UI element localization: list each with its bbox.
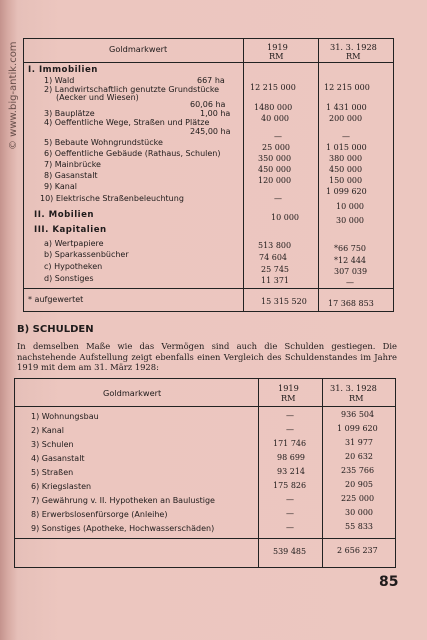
debt-total-1919: 539 485 [273, 547, 307, 556]
row-1928: 380 000 [329, 154, 363, 163]
row-label: 8) Gasanstalt [44, 171, 98, 180]
row-label: 2) Landwirtschaftlich genutzte Grundstücke [44, 85, 220, 94]
debt-row-1919: 98 699 [277, 453, 305, 462]
total-1919: 15 315 520 [261, 297, 307, 306]
debt-row-1928: 20 905 [345, 480, 373, 489]
row-1928: 200 000 [329, 114, 363, 123]
row-label: 3) Bauplätze [44, 109, 95, 118]
row-1919: 12 215 000 [250, 83, 296, 92]
debt-row-label: 5) Straßen [31, 468, 74, 477]
kapital-row-1928: *66 750 [334, 244, 366, 253]
row-1919: 450 000 [258, 165, 292, 174]
debt-row-label: 9) Sonstiges (Apotheke, Hochwasserschäden) [31, 524, 215, 533]
column-divider [318, 39, 319, 311]
row-hectares: 667 ha [197, 76, 225, 85]
debt-row-1928: 30 000 [345, 508, 373, 517]
header-divider [24, 62, 393, 63]
section-heading: B) SCHULDEN [17, 324, 94, 335]
row-1928: 1 099 620 [326, 187, 367, 196]
column-divider [243, 39, 244, 311]
row-label: 9) Kanal [44, 182, 77, 191]
header-1919-unit: RM [269, 51, 284, 61]
kapital-row-1919: 513 800 [258, 241, 292, 250]
row-1919: — [274, 132, 282, 141]
kapital-row-label: b) Sparkassenbücher [44, 250, 129, 259]
row-1928: 1 015 000 [326, 143, 367, 152]
row-1928: — [342, 132, 350, 141]
row-1919: 350 000 [258, 154, 292, 163]
kapital-row-1919: 74 604 [259, 253, 287, 262]
section-kapitalien: III. Kapitalien [34, 225, 107, 235]
row-label: 6) Oeffentliche Gebäude (Rathaus, Schulen) [44, 149, 221, 158]
debt-row-1928: 225 000 [341, 494, 375, 503]
kapital-row-label: a) Wertpapiere [44, 239, 104, 248]
row-label-cont: (Aecker und Wiesen) [56, 93, 139, 102]
total-divider [15, 538, 395, 539]
header-goldmarkwert: Goldmarkwert [103, 388, 162, 398]
header-1928: 31. 3. 1928 [330, 383, 377, 393]
row-hectares: 60,06 ha [190, 100, 226, 109]
row-1919: — [274, 194, 282, 203]
footnote: * aufgewertet [28, 295, 84, 304]
total-divider [24, 288, 393, 289]
kapital-row-1928: 307 039 [334, 267, 368, 276]
kapital-row-1919: 11 371 [261, 276, 289, 285]
header-1928-unit: RM [349, 393, 364, 403]
assets-table [23, 38, 394, 312]
row-1928: 150 000 [329, 176, 363, 185]
row-label: 5) Bebaute Wohngrundstücke [44, 138, 163, 147]
kapital-row-1928: — [346, 278, 354, 287]
debt-row-1919: — [286, 509, 294, 518]
debt-row-label: 7) Gewährung v. II. Hypotheken an Baulustige [31, 496, 215, 505]
row-1919: 25 000 [262, 143, 290, 152]
debt-row-1919: 175 826 [273, 481, 307, 490]
header-1919: 1919 [267, 42, 288, 52]
row-1928: 12 215 000 [324, 83, 370, 92]
row-1928-extra: 10 000 [336, 202, 364, 211]
debt-row-1919: 93 214 [277, 467, 305, 476]
header-1919-unit: RM [281, 393, 296, 403]
debt-row-label: 3) Schulen [31, 440, 74, 449]
debt-row-1919: — [286, 425, 294, 434]
row-label: 10) Elektrische Straßenbeleuchtung [40, 194, 184, 203]
debt-row-1928: 235 766 [341, 466, 375, 475]
debt-row-1919: 171 746 [273, 439, 307, 448]
debt-row-label: 1) Wohnungsbau [31, 412, 99, 421]
mobilien-1919: 10 000 [271, 213, 299, 222]
debt-row-label: 6) Kriegslasten [31, 482, 92, 491]
debt-row-label: 8) Erwerbslosenfürsorge (Anleihe) [31, 510, 168, 519]
debts-table [14, 378, 396, 568]
header-1919: 1919 [278, 383, 299, 393]
watermark: © www.big-antik.com [8, 41, 19, 150]
debt-row-1919: — [286, 411, 294, 420]
kapital-row-label: c) Hypotheken [44, 262, 103, 271]
row-1919: 120 000 [258, 176, 292, 185]
row-hectares: 1,00 ha [200, 109, 231, 118]
debt-total-1928: 2 656 237 [337, 546, 378, 555]
section-immobilien: I. Immobilien [28, 65, 98, 75]
debt-row-1928: 936 504 [341, 410, 375, 419]
debt-row-label: 2) Kanal [31, 426, 64, 435]
debt-row-1919: — [286, 495, 294, 504]
total-1928: 17 368 853 [328, 299, 374, 308]
kapital-row-label: d) Sonstiges [44, 274, 94, 283]
page-number: 85 [379, 574, 399, 590]
intro-paragraph: In demselben Maße wie das Vermögen sind auch die Schulden gestiegen. Die nachstehende Aufstellung zeigt ebenfalls einen Vergleich des Schuldenstandes im Jahre 1919 mit dem am 31. März 1928: [17, 341, 397, 372]
row-hectares: 245,00 ha [190, 127, 231, 136]
debt-row-1928: 31 977 [345, 438, 373, 447]
section-mobilien: II. Mobilien [34, 210, 95, 220]
kapital-row-1928: *12 444 [334, 256, 366, 265]
row-1928: 450 000 [329, 165, 363, 174]
row-1928: 1 431 000 [326, 103, 367, 112]
row-label: 1) Wald [44, 76, 75, 85]
kapital-row-1919: 25 745 [261, 265, 289, 274]
header-1928-unit: RM [346, 51, 361, 61]
row-label: 7) Mainbrücke [44, 160, 101, 169]
header-goldmarkwert: Goldmarkwert [109, 44, 168, 54]
header-1928: 31. 3. 1928 [330, 42, 377, 52]
debt-row-1919: — [286, 523, 294, 532]
debt-row-1928: 1 099 620 [337, 424, 378, 433]
row-1919: 1480 000 [254, 103, 293, 112]
debt-row-label: 4) Gasanstalt [31, 454, 85, 463]
row-label: 4) Oeffentliche Wege, Straßen und Plätze [44, 118, 210, 127]
debt-row-1928: 20 632 [345, 452, 373, 461]
mobilien-1928: 30 000 [336, 216, 364, 225]
debt-row-1928: 55 833 [345, 522, 373, 531]
row-1919: 40 000 [261, 114, 289, 123]
header-divider [15, 406, 395, 407]
